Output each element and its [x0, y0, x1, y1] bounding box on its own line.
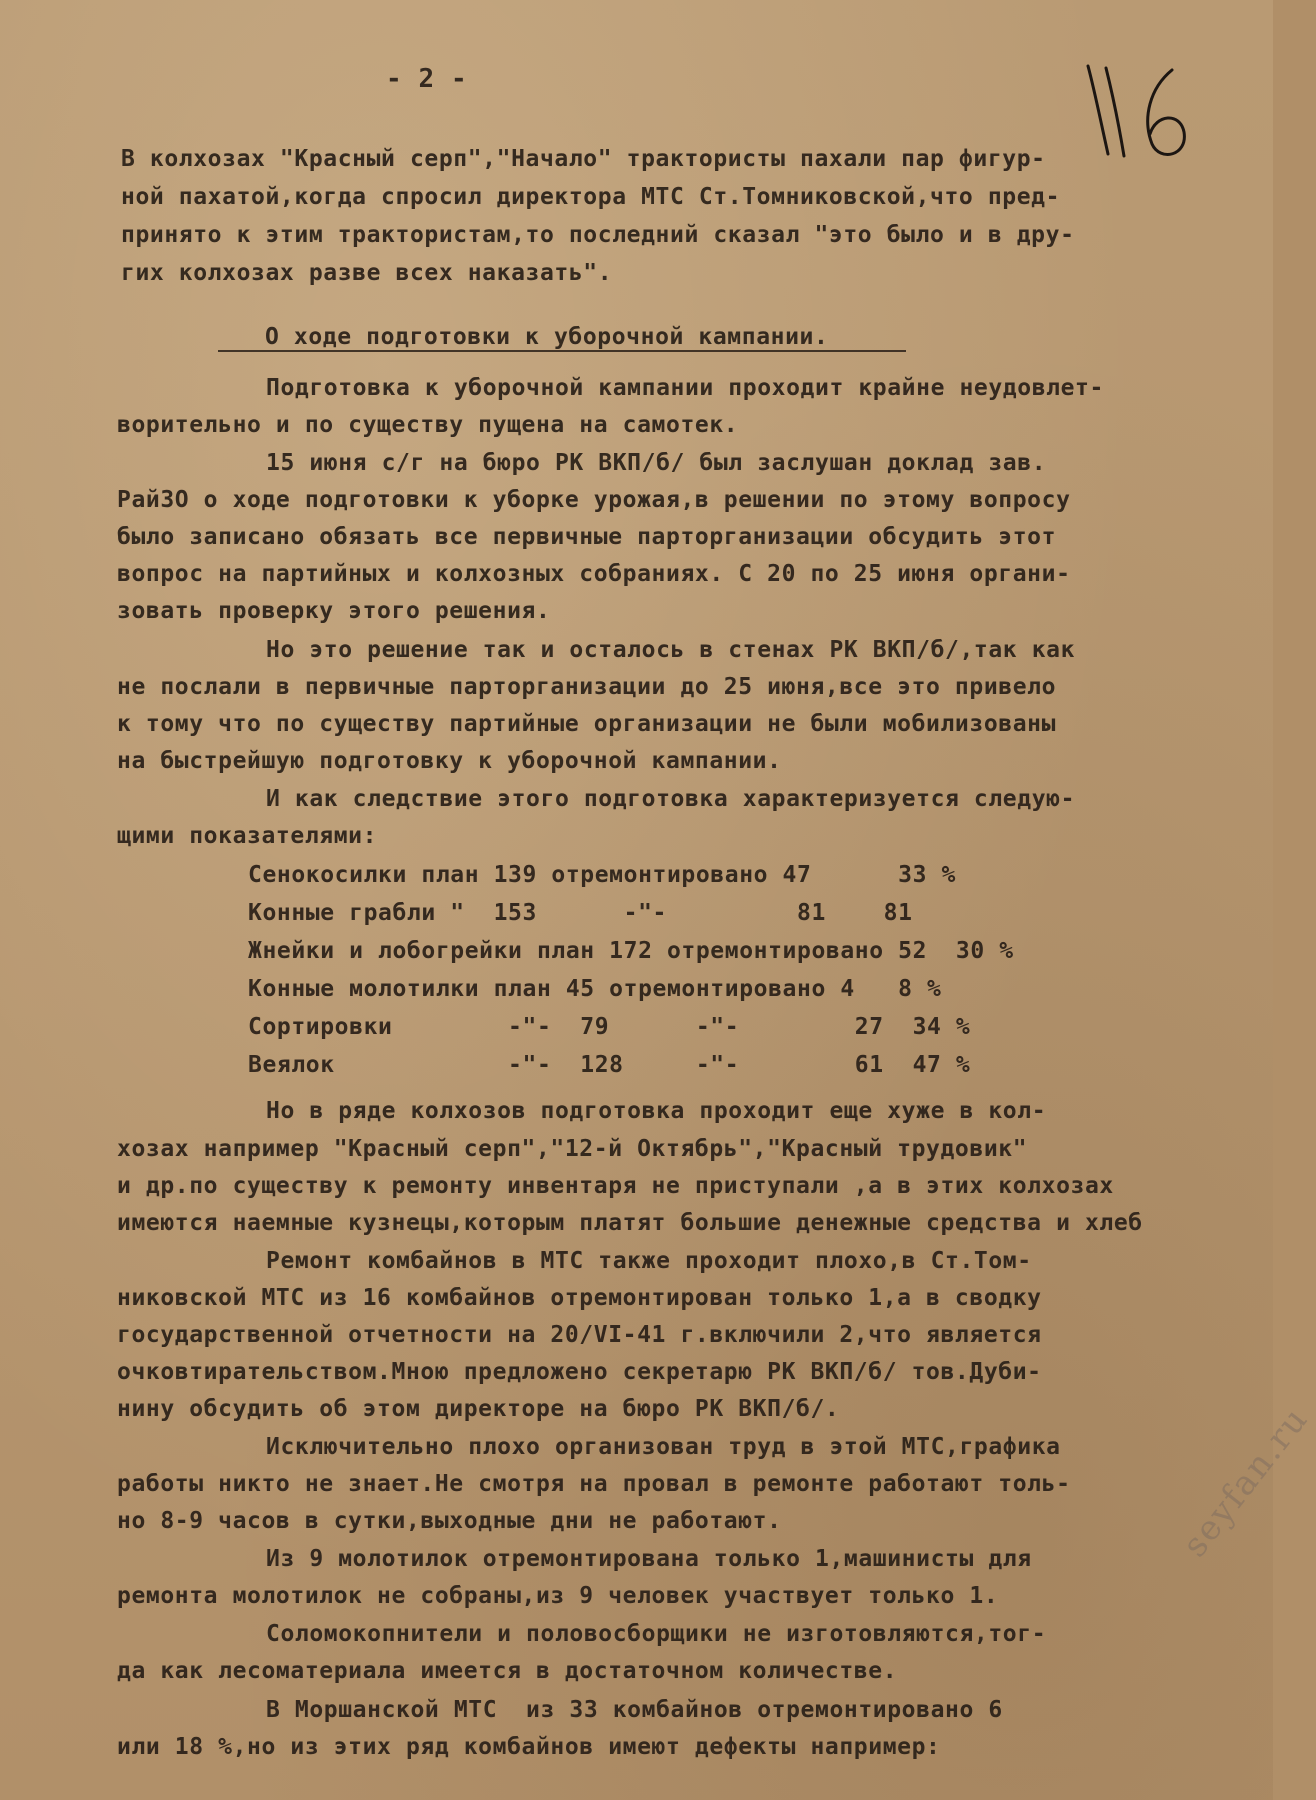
body-line: но 8-9 часов в сутки,выходные дни не работают. [117, 1508, 782, 1534]
body-line: Соломокопнители и половосборщики не изготовляются,тог- [266, 1621, 1047, 1647]
intro-line: принято к этим трактористам,то последний сказал "это было и в дру- [121, 222, 1075, 248]
body-line: было записано обязать все первичные парторганизации обсудить этот [117, 524, 1057, 550]
body-line: Но это решение так и осталось в стенах РК ВКП/б/,так как [266, 637, 1076, 663]
body-line: И как следствие этого подготовка характеризуется следую- [266, 786, 1076, 812]
body-line: ворительно и по существу пущена на самотек. [117, 412, 739, 438]
indicator-row: Сенокосилки план 139 отремонтировано 47 33 % [248, 862, 956, 888]
body-line: зовать проверку этого решения. [117, 598, 551, 624]
section-heading: О ходе подготовки к уборочной кампании. [265, 324, 829, 350]
body-line: Но в ряде колхозов подготовка проходит еще хуже в кол- [266, 1098, 1047, 1124]
intro-line: ной пахатой,когда спросил директора МТС Ст.Томниковской,что пред- [121, 184, 1061, 210]
body-line: В Моршанской МТС из 33 комбайнов отремонтировано 6 [266, 1697, 1003, 1723]
indicator-row: Жнейки и лобогрейки план 172 отремонтировано 52 30 % [248, 938, 1014, 964]
body-line: или 18 %,но из этих ряд комбайнов имеют дефекты например: [117, 1734, 941, 1760]
indicator-row: Сортировки -"- 79 -"- 27 34 % [248, 1014, 971, 1040]
page-number: - 2 - [386, 64, 468, 94]
body-line: ремонта молотилок не собраны,из 9 человек участвует только 1. [117, 1583, 999, 1609]
body-line: Исключительно плохо организован труд в этой МТС,графика [266, 1434, 1061, 1460]
body-line: РайЗО о ходе подготовки к уборке урожая,в решении по этому вопросу [117, 487, 1071, 513]
body-line: работы никто не знает.Не смотря на провал в ремонте работают толь- [117, 1471, 1071, 1497]
body-line: 15 июня с/г на бюро РК ВКП/б/ был заслушан доклад зав. [266, 450, 1047, 476]
body-line: щими показателями: [117, 823, 378, 849]
indicator-row: Конные грабли " 153 -"- 81 81 [248, 900, 913, 926]
body-line: на быстрейшую подготовку к уборочной кампании. [117, 748, 782, 774]
body-line: не послали в первичные парторганизации до 25 июня,все это привело [117, 674, 1057, 700]
watermark: seyfan.ru [1175, 1399, 1316, 1565]
handwritten-16-mark [1080, 58, 1200, 168]
body-line: очковтирательством.Мною предложено секретарю РК ВКП/б/ тов.Дуби- [117, 1359, 1042, 1385]
body-line: вопрос на партийных и колхозных собраниях. С 20 по 25 июня органи- [117, 561, 1071, 587]
body-line: нину обсудить об этом директоре на бюро РК ВКП/б/. [117, 1396, 840, 1422]
body-line: хозах например "Красный серп","12-й Октябрь","Красный трудовик" [117, 1136, 1028, 1162]
body-line: государственной отчетности на 20/VI-41 г.включили 2,что является [117, 1322, 1042, 1348]
body-line: имеются наемные кузнецы,которым платят большие денежные средства и хлеб [117, 1210, 1143, 1236]
body-line: Из 9 молотилок отремонтирована только 1,машинисты для [266, 1546, 1032, 1572]
indicator-row: Конные молотилки план 45 отремонтировано 4 8 % [248, 976, 942, 1002]
body-line: и др.по существу к ремонту инвентаря не приступали ,а в этих колхозах [117, 1173, 1114, 1199]
body-line: да как лесоматериала имеется в достаточном количестве. [117, 1658, 898, 1684]
body-line: никовской МТС из 16 комбайнов отремонтирован только 1,а в сводку [117, 1285, 1042, 1311]
body-line: Подготовка к уборочной кампании проходит крайне неудовлет- [266, 375, 1104, 401]
heading-underline [218, 350, 906, 352]
body-line: Ремонт комбайнов в МТС также проходит плохо,в Ст.Том- [266, 1248, 1032, 1274]
handwritten-page-mark [1080, 58, 1200, 172]
indicator-row: Веялок -"- 128 -"- 61 47 % [248, 1052, 971, 1078]
intro-line: В колхозах "Красный серп","Начало" трактористы пахали пар фигур- [121, 146, 1046, 172]
intro-line: гих колхозах разве всех наказать". [121, 260, 613, 286]
body-line: к тому что по существу партийные организации не были мобилизованы [117, 711, 1057, 737]
